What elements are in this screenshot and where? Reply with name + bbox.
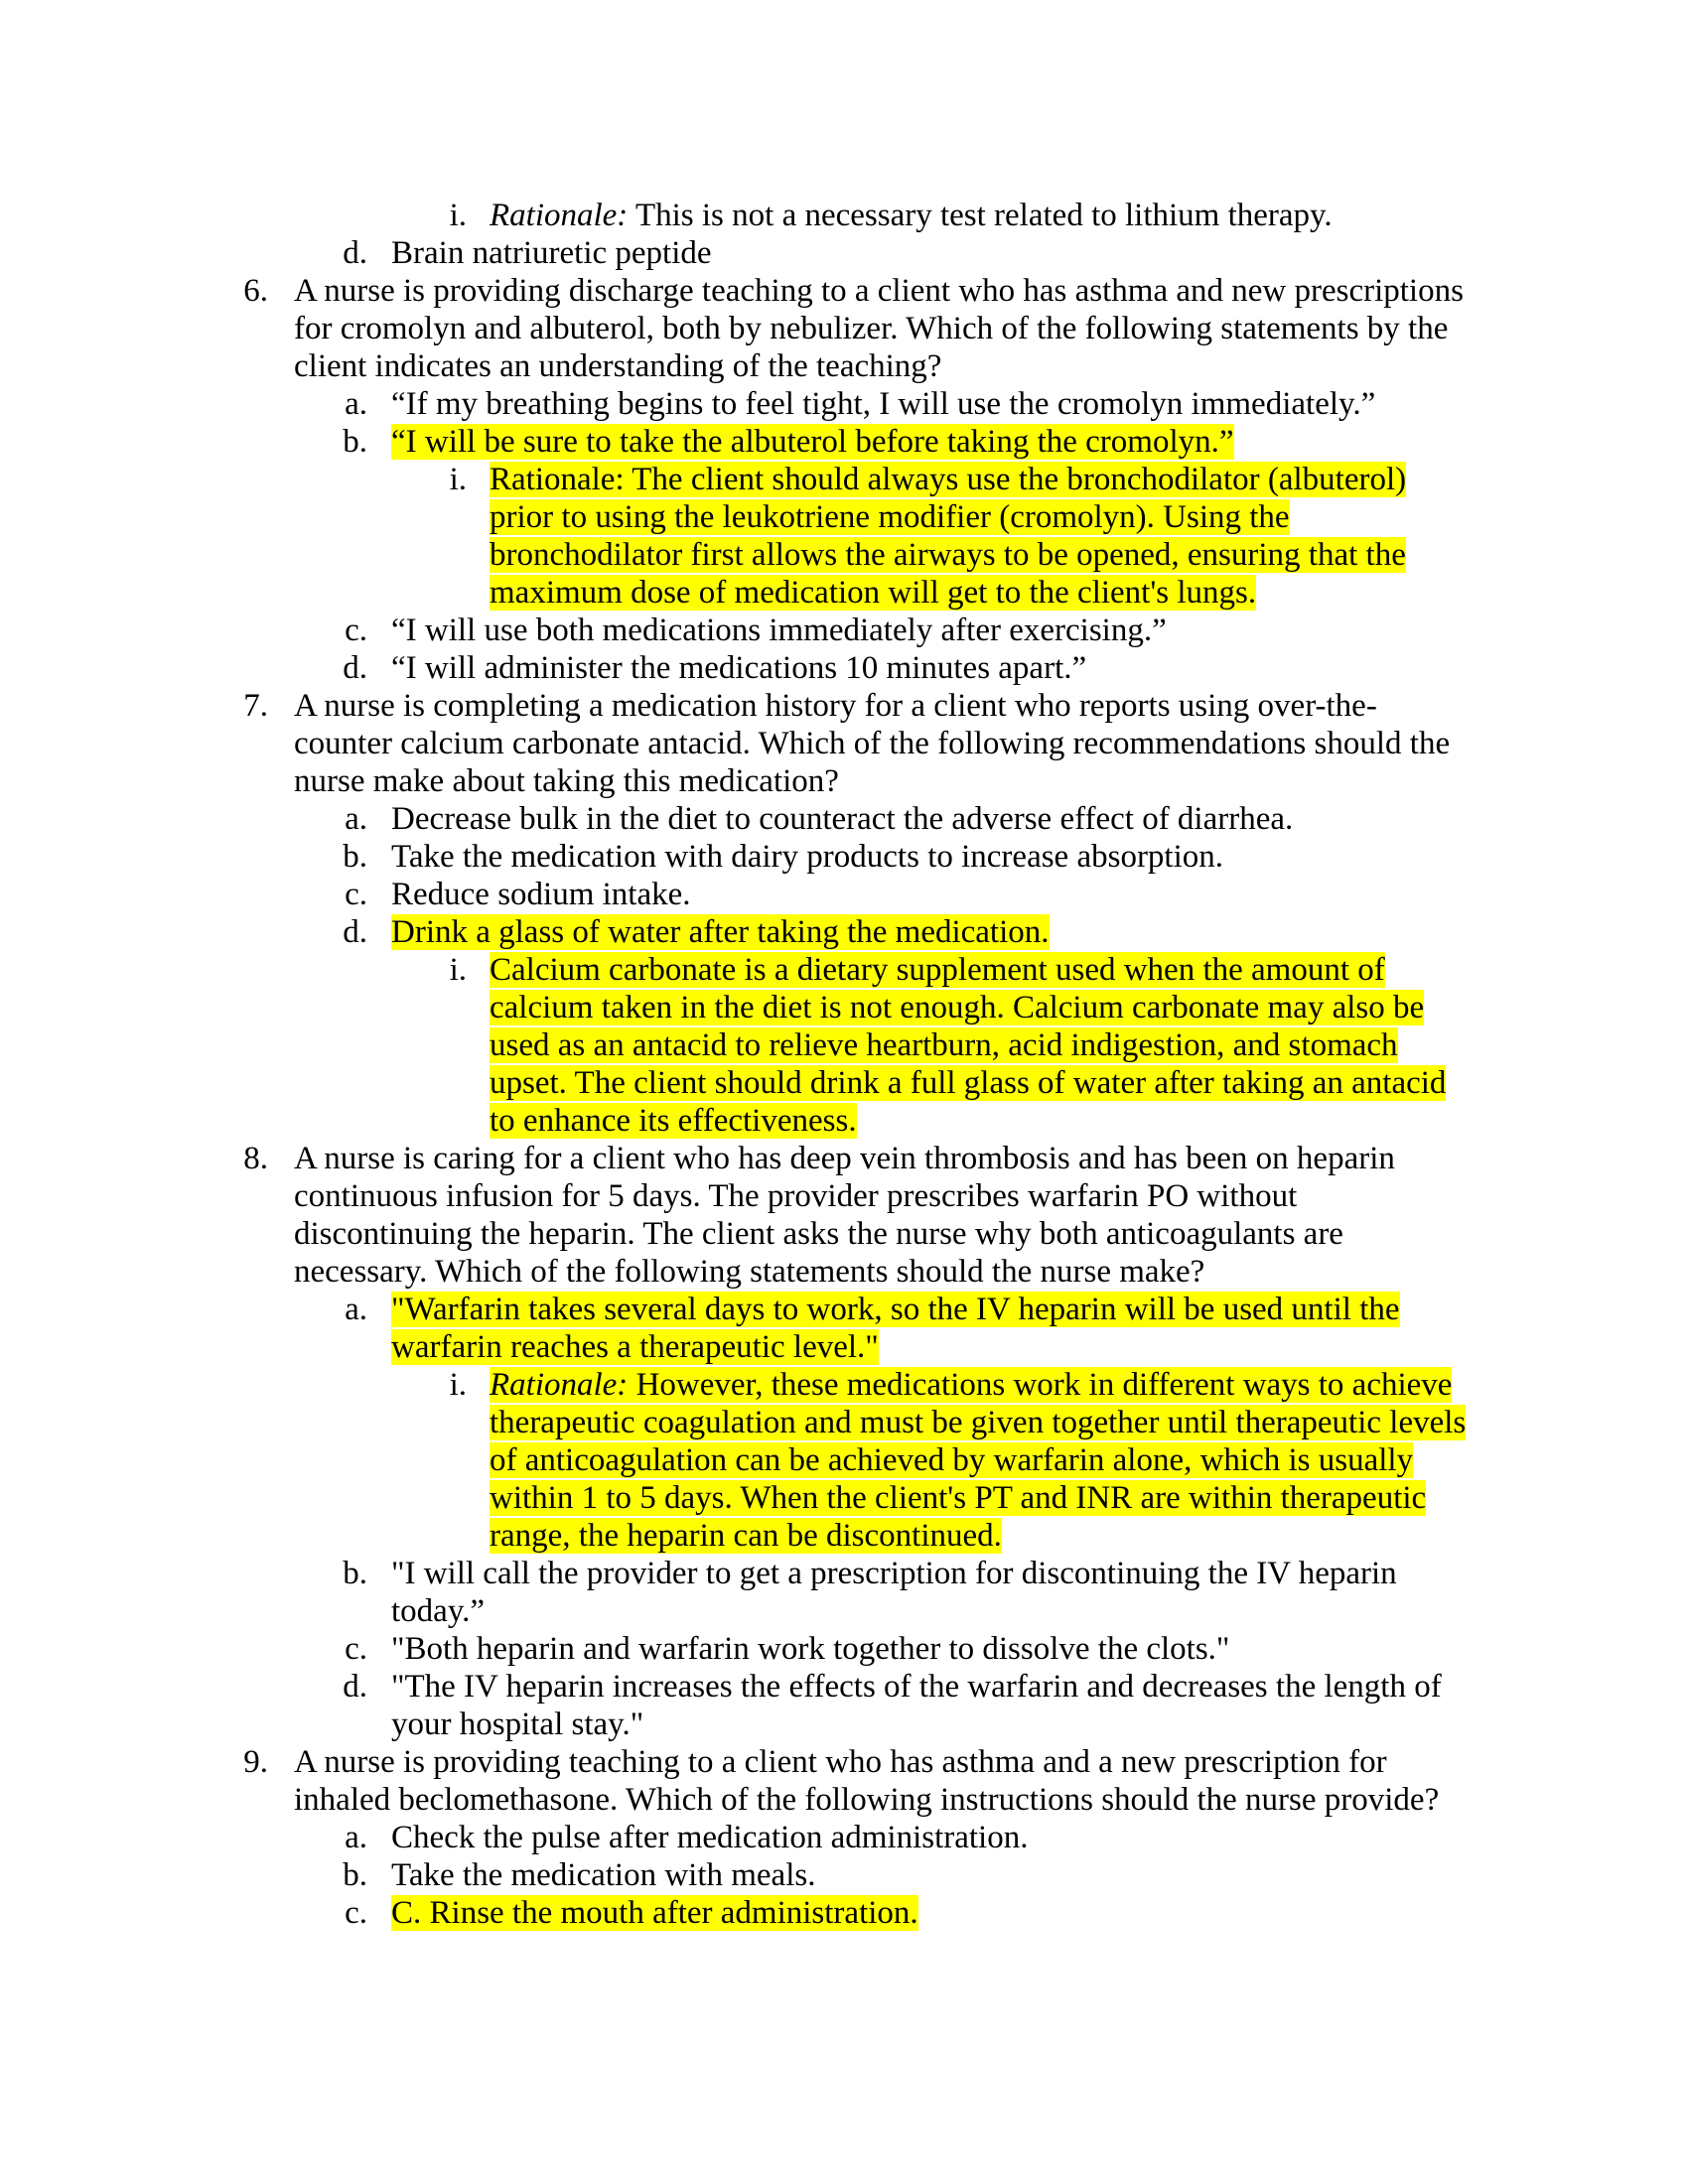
option-text: Take the medication with dairy products to increase absorption. (391, 839, 1224, 875)
question-stem-line: A nurse is caring for a client who has deep vein thrombosis and has been on heparin (294, 1141, 1395, 1176)
question-stem-line: A nurse is completing a medication history for a client who reports using over-the- (294, 688, 1377, 724)
question-stem-line: nurse make about taking this medication? (294, 763, 839, 799)
question-stem-line: continuous infusion for 5 days. The provider prescribes warfarin PO without (294, 1178, 1298, 1214)
option-text: today.” (391, 1593, 486, 1629)
answer-option: warfarin reaches a therapeutic level." (391, 1329, 879, 1365)
option-text: "I will call the provider to get a prescription for discontinuing the IV heparin (391, 1556, 1397, 1591)
option-text: "Both heparin and warfarin work together to dissolve the clots." (391, 1631, 1230, 1667)
rationale-line: Rationale: However, these medications work in different ways to achieve (490, 1367, 1453, 1403)
option-label: c. (345, 1895, 367, 1931)
question-stem-line: inhaled beclomethasone. Which of the following instructions should the nurse provide? (294, 1782, 1440, 1818)
question-stem-line: necessary. Which of the following statements should the nurse make? (294, 1254, 1205, 1290)
rationale-line: calcium taken in the diet is not enough. Calcium carbonate may also be (490, 990, 1425, 1025)
option-text: your hospital stay." (391, 1706, 644, 1742)
question-stem-line: counter calcium carbonate antacid. Which of the following recommendations should the (294, 726, 1451, 761)
option-label: a. (345, 1820, 367, 1855)
option-label: d. (343, 650, 367, 686)
option-text: Brain natriuretic peptide (391, 235, 712, 271)
rationale-line: therapeutic coagulation and must be given together until therapeutic levels (490, 1405, 1467, 1440)
rationale-label: i. (449, 952, 467, 988)
option-label: c. (345, 1631, 367, 1667)
rationale-prefix: Rationale: (490, 1367, 629, 1403)
rationale-line: maximum dose of medication will get to the client's lungs. (490, 575, 1257, 611)
rationale-line: of anticoagulation can be achieved by warfarin alone, which is usually (490, 1442, 1414, 1478)
option-label: d. (343, 1669, 367, 1705)
rationale-line: upset. The client should drink a full glass of water after taking an antacid (490, 1065, 1447, 1101)
rationale-line: Calcium carbonate is a dietary supplement used when the amount of (490, 952, 1385, 988)
option-text: “I will administer the medications 10 minutes apart.” (391, 650, 1087, 686)
option-text: Decrease bulk in the diet to counteract the adverse effect of diarrhea. (391, 801, 1294, 837)
question-stem-line: for cromolyn and albuterol, both by nebulizer. Which of the following statements by the (294, 311, 1449, 346)
rationale-line: prior to using the leukotriene modifier (cromolyn). Using the (490, 499, 1290, 535)
rationale-line: range, the heparin can be discontinued. (490, 1518, 1002, 1554)
option-label: b. (343, 424, 367, 460)
rationale-prefix: Rationale: (490, 198, 629, 233)
option-label: b. (343, 1556, 367, 1591)
option-label: b. (343, 1857, 367, 1893)
rationale-label: i. (449, 462, 467, 497)
option-label: a. (345, 1292, 367, 1327)
question-number: 9. (243, 1744, 268, 1780)
option-text: "The IV heparin increases the effects of the warfarin and decreases the length of (391, 1669, 1442, 1705)
question-stem-line: A nurse is providing discharge teaching to a client who has asthma and new prescriptions (294, 273, 1464, 309)
rationale-text: Rationale: This is not a necessary test related to lithium therapy. (490, 198, 1333, 233)
question-stem-line: A nurse is providing teaching to a client who has asthma and a new prescription for (294, 1744, 1387, 1780)
answer-option: “I will be sure to take the albuterol before taking the cromolyn.” (391, 424, 1234, 460)
option-label: a. (345, 801, 367, 837)
answer-option: "Warfarin takes several days to work, so the IV heparin will be used until the (391, 1292, 1400, 1327)
answer-option: Drink a glass of water after taking the medication. (391, 914, 1050, 950)
question-stem-line: discontinuing the heparin. The client asks the nurse why both anticoagulants are (294, 1216, 1343, 1252)
rationale-line: within 1 to 5 days. When the client's PT and INR are within therapeutic (490, 1480, 1427, 1516)
rationale-line: used as an antacid to relieve heartburn, acid indigestion, and stomach (490, 1027, 1398, 1063)
option-text: “If my breathing begins to feel tight, I will use the cromolyn immediately.” (391, 386, 1376, 422)
question-number: 7. (243, 688, 268, 724)
rationale-label: i. (449, 198, 467, 233)
question-stem-line: client indicates an understanding of the teaching? (294, 348, 942, 384)
option-text: Take the medication with meals. (391, 1857, 816, 1893)
question-number: 6. (243, 273, 268, 309)
rationale-line: bronchodilator first allows the airways to be opened, ensuring that the (490, 537, 1406, 573)
option-text: “I will use both medications immediately after exercising.” (391, 613, 1167, 648)
option-label: a. (345, 386, 367, 422)
option-label: b. (343, 839, 367, 875)
option-label: d. (343, 914, 367, 950)
rationale-line: to enhance its effectiveness. (490, 1103, 857, 1139)
rationale-line: Rationale: The client should always use the bronchodilator (albuterol) (490, 462, 1407, 497)
option-label: c. (345, 877, 367, 912)
rationale-label: i. (449, 1367, 467, 1403)
option-text: Reduce sodium intake. (391, 877, 691, 912)
answer-option: C. Rinse the mouth after administration. (391, 1895, 918, 1931)
question-number: 8. (243, 1141, 268, 1176)
option-label: d. (343, 235, 367, 271)
option-text: Check the pulse after medication administration. (391, 1820, 1029, 1855)
option-label: c. (345, 613, 367, 648)
